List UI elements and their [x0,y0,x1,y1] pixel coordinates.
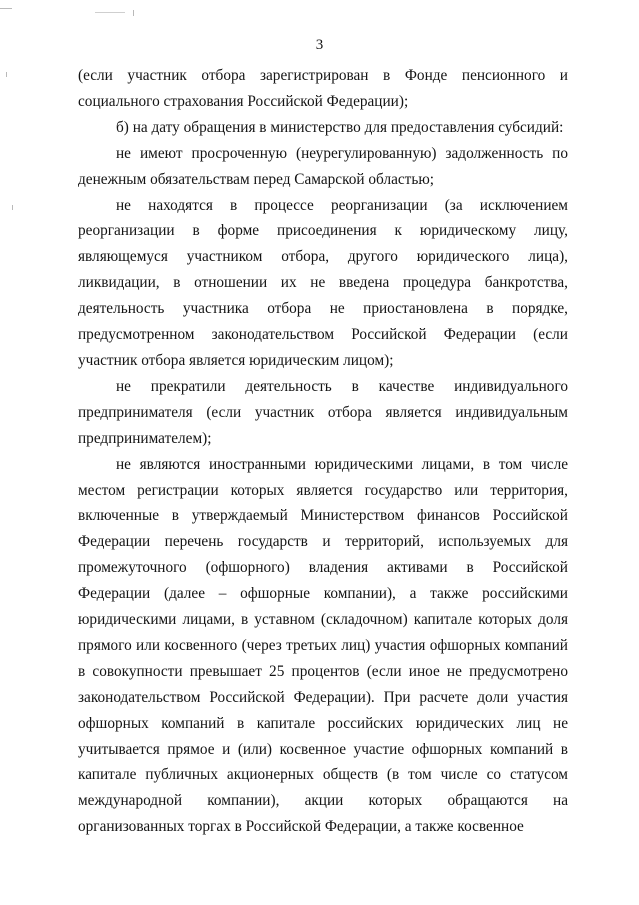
scan-artifact [95,12,125,13]
paragraph: (если участник отбора зарегистрирован в Фонде пенсионного и социального страхования Российской Федерации); [78,67,568,110]
paragraph: не прекратили деятельность в качестве индивидуального предпринимателя (если участник отбора является индивидуальным предпринимателем); [78,377,568,447]
scan-artifact [6,72,7,77]
scan-artifact [133,10,134,16]
scan-artifact [12,205,13,210]
paragraph: не имеют просроченную (неурегулированную) задолженность по денежным обязательствам перед Самарской областью; [78,144,568,188]
paragraph: б) на дату обращения в министерство для предоставления субсидий: [116,118,564,136]
page-number: 3 [315,37,324,53]
body-text [78,63,568,840]
scan-artifact [0,8,12,9]
paragraph: не являются иностранными юридическими лицами, в том числе местом регистрации которых является государство или территория, включенные в утверждаемый Министерством финансов Российской Федерации перечень государств и территорий, используемых для промежуточного (офшорного) владения активами в Российской Федерации (далее – офшорные компании), а также российскими юридическими лицами, в уставном (складочном) капитале которых доля прямого или косвенного (через третьих лиц) участия офшорных компаний в совокупности превышает 25 процентов (если иное не предусмотрено законодательством Российской Федерации). При расчете доли участия офшорных компаний в капитале российских юридических лиц не учитывается прямое и (или) косвенное участие офшорных компаний в капитале публичных акционерных обществ (в том числе со статусом международной компании), акции которых обращаются на организованных торгах в Российской Федерации, а также косвенное [78,455,568,836]
paragraph: не находятся в процессе реорганизации (за исключением реорганизации в форме присоединения к юридическому лицу, являющемуся участником отбора, другого юридического лица), ликвидации, в отношении их не введена процедура банкротства, деятельность участника отбора не приостановлена в порядке, предусмотренном законодательством Российской Федерации (если участник отбора является юридическим лицом); [78,196,568,369]
